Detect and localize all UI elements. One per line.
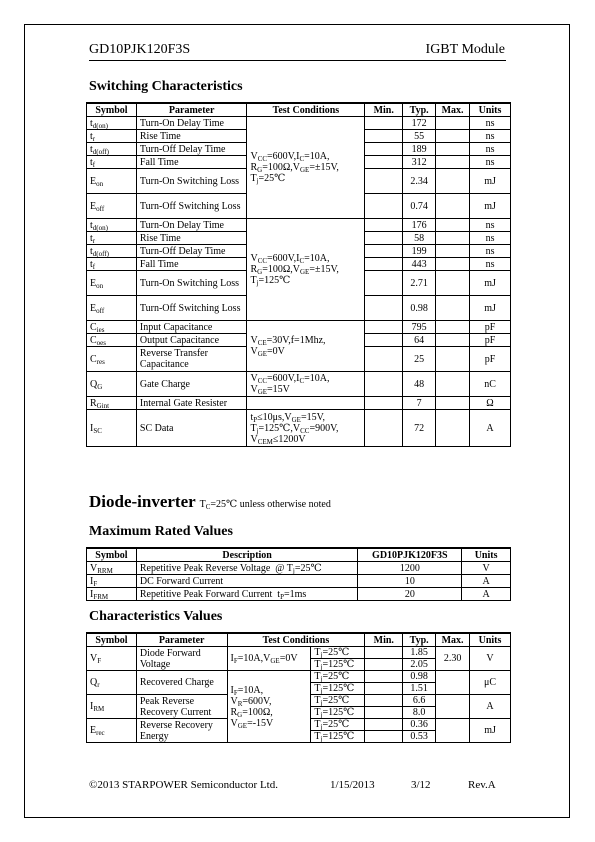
symbol-cell: $t_f$ [87, 156, 137, 169]
doc-category: IGBT Module [425, 42, 505, 57]
max-cell [436, 130, 470, 143]
switching-col-min-: Min. [365, 103, 403, 117]
units-cell: mJ [470, 194, 511, 219]
typ-cell: 443 [403, 258, 436, 271]
typ-cell: 48 [403, 372, 436, 397]
min-cell [365, 321, 403, 334]
table-row [87, 588, 511, 601]
typ-cell: 25 [403, 347, 436, 372]
min-cell [365, 296, 403, 321]
parameter-cell: Turn-Off Delay Time [136, 245, 247, 258]
typ-cell: 189 [403, 143, 436, 156]
max-cell [436, 194, 470, 219]
test-conditions-cell: $V_{CC}=600V,I_C=10A$, $R_G=100\Omega,V_{GE}=\pm 15V$, $T_j=25℃$ [247, 117, 365, 219]
units-cell: pF [470, 321, 511, 334]
max-cell [436, 296, 470, 321]
min-cell [365, 397, 403, 410]
max-cell [436, 156, 470, 169]
min-cell [365, 372, 403, 397]
max-cell [436, 372, 470, 397]
parameter-cell: Turn-On Switching Loss [136, 271, 247, 296]
table-row [87, 671, 511, 683]
test-conditions-cell: $V_{CC}=600V,I_C=10A$, $R_G=100\Omega,V_{GE}=\pm 15V$, $T_j=125℃$ [247, 219, 365, 321]
diode-title [89, 492, 331, 512]
parameter-cell: Reverse Recovery Energy [136, 719, 227, 743]
temperature-cell: $T_j=25℃$ [311, 719, 365, 731]
symbol-cell: $t_{d(off)}$ [87, 143, 137, 156]
symbol-cell: $t_r$ [87, 232, 137, 245]
max-cell [436, 347, 470, 372]
temperature-cell: $T_j=125℃$ [311, 707, 365, 719]
typ-cell: 2.34 [403, 169, 436, 194]
parameter-cell: Turn-Off Switching Loss [136, 296, 247, 321]
units-cell: ns [470, 245, 511, 258]
symbol-cell: $Q_r$ [87, 671, 137, 695]
units-cell: V [470, 647, 511, 671]
max-cell [436, 232, 470, 245]
min-cell [365, 258, 403, 271]
units-cell: A [470, 695, 511, 719]
parameter-cell: Turn-On Delay Time [136, 117, 247, 130]
min-cell [365, 232, 403, 245]
units-cell: mJ [470, 169, 511, 194]
table-row [87, 575, 511, 588]
units-cell: mJ [470, 296, 511, 321]
symbol-cell: $C_{oes}$ [87, 334, 137, 347]
switching-col-test-conditions: Test Conditions [247, 103, 365, 117]
min-cell [365, 156, 403, 169]
temperature-cell: $T_j=125℃$ [311, 683, 365, 695]
parameter-cell: Input Capacitance [136, 321, 247, 334]
units-cell: V [462, 562, 511, 575]
max-cell [436, 271, 470, 296]
max-rated-title: Maximum Rated Values [89, 524, 233, 539]
parameter-cell: Turn-On Switching Loss [136, 169, 247, 194]
max-cell [436, 321, 470, 334]
parameter-cell: Peak Reverse Recovery Current [136, 695, 227, 719]
symbol-cell: $I_{FRM}$ [87, 588, 137, 601]
switching-col-typ-: Typ. [403, 103, 436, 117]
max-rated-header-row [87, 548, 511, 562]
typ-cell: 72 [403, 410, 436, 447]
table-row [87, 397, 511, 410]
max-cell [436, 258, 470, 271]
min-cell [365, 683, 403, 695]
parameter-cell: Rise Time [136, 130, 247, 143]
units-cell: pF [470, 347, 511, 372]
units-cell: pF [470, 334, 511, 347]
value-cell: 10 [358, 575, 462, 588]
max-cell [436, 245, 470, 258]
min-cell [365, 117, 403, 130]
value-cell: 20 [358, 588, 462, 601]
units-cell: A [462, 588, 511, 601]
typ-cell: 8.0 [403, 707, 436, 719]
max-cell [436, 169, 470, 194]
char-values-table [86, 632, 511, 743]
max-rated-col-units: Units [462, 548, 511, 562]
units-cell: A [470, 410, 511, 447]
max-rated-col-symbol: Symbol [87, 548, 137, 562]
units-cell: ns [470, 232, 511, 245]
symbol-cell: $t_{d(on)}$ [87, 219, 137, 232]
symbol-cell: $E_{off}$ [87, 296, 137, 321]
units-cell: ns [470, 117, 511, 130]
typ-cell: 7 [403, 397, 436, 410]
table-row [87, 219, 511, 232]
min-cell [365, 671, 403, 683]
typ-cell: 0.53 [403, 731, 436, 743]
units-cell: μC [470, 671, 511, 695]
typ-cell: 0.98 [403, 671, 436, 683]
header-rule [89, 60, 506, 61]
max-cell: 2.30 [436, 647, 470, 671]
typ-cell: 55 [403, 130, 436, 143]
temperature-cell: $T_j=25℃$ [311, 695, 365, 707]
char-values-title: Characteristics Values [89, 609, 223, 624]
switching-header-row [87, 103, 511, 117]
min-cell [365, 194, 403, 219]
units-cell: nC [470, 372, 511, 397]
max-cell [436, 219, 470, 232]
min-cell [365, 169, 403, 194]
char-col-max-: Max. [436, 633, 470, 647]
symbol-cell: $C_{res}$ [87, 347, 137, 372]
symbol-cell: $I_F$ [87, 575, 137, 588]
description-cell: Repetitive Peak Reverse Voltage @ $T_j=25℃$ [136, 562, 358, 575]
footer-copyright: ©2013 STARPOWER Semiconductor Ltd. [89, 779, 278, 791]
typ-cell: 58 [403, 232, 436, 245]
table-row [87, 372, 511, 397]
max-cell [436, 719, 470, 743]
min-cell [365, 271, 403, 296]
symbol-cell: $t_f$ [87, 258, 137, 271]
char-values-header-row [87, 633, 511, 647]
parameter-cell: Rise Time [136, 232, 247, 245]
typ-cell: 176 [403, 219, 436, 232]
switching-table [86, 102, 511, 447]
typ-cell: 0.98 [403, 296, 436, 321]
max-rated-col-description: Description [136, 548, 358, 562]
min-cell [365, 695, 403, 707]
char-col-parameter: Parameter [136, 633, 227, 647]
typ-cell: 64 [403, 334, 436, 347]
char-col-min-: Min. [365, 633, 403, 647]
typ-cell: 795 [403, 321, 436, 334]
symbol-cell: $Q_G$ [87, 372, 137, 397]
units-cell: ns [470, 156, 511, 169]
min-cell [365, 143, 403, 156]
max-cell [436, 143, 470, 156]
symbol-cell: $t_{d(off)}$ [87, 245, 137, 258]
parameter-cell: Reverse Transfer Capacitance [136, 347, 247, 372]
footer-revision: Rev.A [468, 779, 496, 791]
parameter-cell: SC Data [136, 410, 247, 447]
typ-cell: 1.85 [403, 647, 436, 659]
switching-col-max-: Max. [436, 103, 470, 117]
table-row [87, 562, 511, 575]
symbol-cell: $E_{off}$ [87, 194, 137, 219]
min-cell [365, 130, 403, 143]
max-cell [436, 397, 470, 410]
char-col-test-conditions: Test Conditions [227, 633, 365, 647]
typ-cell: 172 [403, 117, 436, 130]
max-cell [436, 695, 470, 719]
test-conditions-cell: $t_P\le 10\mu s,V_{GE}=15V$, $T_j=125℃,V_{CC}=900V$, $V_{CEM}\le 1200V$ [247, 410, 365, 447]
symbol-cell: $V_F$ [87, 647, 137, 671]
min-cell [365, 659, 403, 671]
max-rated-col-gd10pjk120f3s: GD10PJK120F3S [358, 548, 462, 562]
parameter-cell: Recovered Charge [136, 671, 227, 695]
parameter-cell: Internal Gate Resister [136, 397, 247, 410]
symbol-cell: $I_{SC}$ [87, 410, 137, 447]
doc-part-number: GD10PJK120F3S [89, 42, 191, 57]
switching-col-parameter: Parameter [136, 103, 247, 117]
min-cell [365, 334, 403, 347]
typ-cell: 0.74 [403, 194, 436, 219]
min-cell [365, 647, 403, 659]
description-cell: DC Forward Current [136, 575, 358, 588]
min-cell [365, 719, 403, 731]
max-rated-table [86, 547, 511, 601]
test-conditions-cell: $V_{CE}=30V,f=1Mhz$, $V_{GE}=0V$ [247, 321, 365, 372]
min-cell [365, 347, 403, 372]
symbol-cell: $t_{d(on)}$ [87, 117, 137, 130]
symbol-cell: $V_{RRM}$ [87, 562, 137, 575]
typ-cell: 312 [403, 156, 436, 169]
units-cell: ns [470, 219, 511, 232]
parameter-cell: Fall Time [136, 156, 247, 169]
min-cell [365, 731, 403, 743]
parameter-cell: Gate Charge [136, 372, 247, 397]
switching-title: Switching Characteristics [89, 79, 243, 94]
table-row [87, 117, 511, 130]
typ-cell: 199 [403, 245, 436, 258]
symbol-cell: $E_{rec}$ [87, 719, 137, 743]
parameter-cell: Diode Forward Voltage [136, 647, 227, 671]
diode-title-text: Diode-inverter [89, 492, 196, 511]
typ-cell: 2.71 [403, 271, 436, 296]
min-cell [365, 245, 403, 258]
units-cell: mJ [470, 719, 511, 743]
temperature-cell: $T_j=25℃$ [311, 671, 365, 683]
char-col-units: Units [470, 633, 511, 647]
diode-note: $T_C=25℃$ unless otherwise noted [199, 499, 331, 511]
min-cell [365, 410, 403, 447]
symbol-cell: $C_{ies}$ [87, 321, 137, 334]
parameter-cell: Fall Time [136, 258, 247, 271]
units-cell: Ω [470, 397, 511, 410]
max-cell [436, 117, 470, 130]
switching-col-units: Units [470, 103, 511, 117]
temperature-cell: $T_j=125℃$ [311, 731, 365, 743]
symbol-cell: $t_r$ [87, 130, 137, 143]
symbol-cell: $E_{on}$ [87, 271, 137, 296]
typ-cell: 0.36 [403, 719, 436, 731]
parameter-cell: Turn-On Delay Time [136, 219, 247, 232]
table-row [87, 321, 511, 334]
char-col-typ-: Typ. [403, 633, 436, 647]
temperature-cell: $T_j=25℃$ [311, 647, 365, 659]
max-cell [436, 410, 470, 447]
char-col-symbol: Symbol [87, 633, 137, 647]
switching-col-symbol: Symbol [87, 103, 137, 117]
test-conditions-cell: $I_F=10A,V_{GE}=0V$ [227, 647, 311, 671]
min-cell [365, 707, 403, 719]
units-cell: mJ [470, 271, 511, 296]
symbol-cell: $R_{Gint}$ [87, 397, 137, 410]
test-conditions-cell [247, 397, 365, 410]
typ-cell: 6.6 [403, 695, 436, 707]
typ-cell: 1.51 [403, 683, 436, 695]
symbol-cell: $I_{RM}$ [87, 695, 137, 719]
parameter-cell: Turn-Off Switching Loss [136, 194, 247, 219]
typ-cell: 2.05 [403, 659, 436, 671]
max-cell [436, 334, 470, 347]
footer-date: 1/15/2013 [330, 779, 375, 791]
test-conditions-cell: $I_F=10A$, $V_R=600V$, $R_G=100\Omega$, $V_{GE}=-15V$ [227, 671, 311, 743]
table-row [87, 647, 511, 659]
parameter-cell: Output Capacitance [136, 334, 247, 347]
temperature-cell: $T_j=125℃$ [311, 659, 365, 671]
value-cell: 1200 [358, 562, 462, 575]
footer-page: 3/12 [411, 779, 431, 791]
max-cell [436, 671, 470, 695]
units-cell: A [462, 575, 511, 588]
min-cell [365, 219, 403, 232]
table-row [87, 410, 511, 447]
test-conditions-cell: $V_{CC}=600V,I_C=10A$, $V_{GE}=15V$ [247, 372, 365, 397]
parameter-cell: Turn-Off Delay Time [136, 143, 247, 156]
units-cell: ns [470, 130, 511, 143]
units-cell: ns [470, 258, 511, 271]
symbol-cell: $E_{on}$ [87, 169, 137, 194]
units-cell: ns [470, 143, 511, 156]
description-cell: Repetitive Peak Forward Current $t_P=1ms$ [136, 588, 358, 601]
